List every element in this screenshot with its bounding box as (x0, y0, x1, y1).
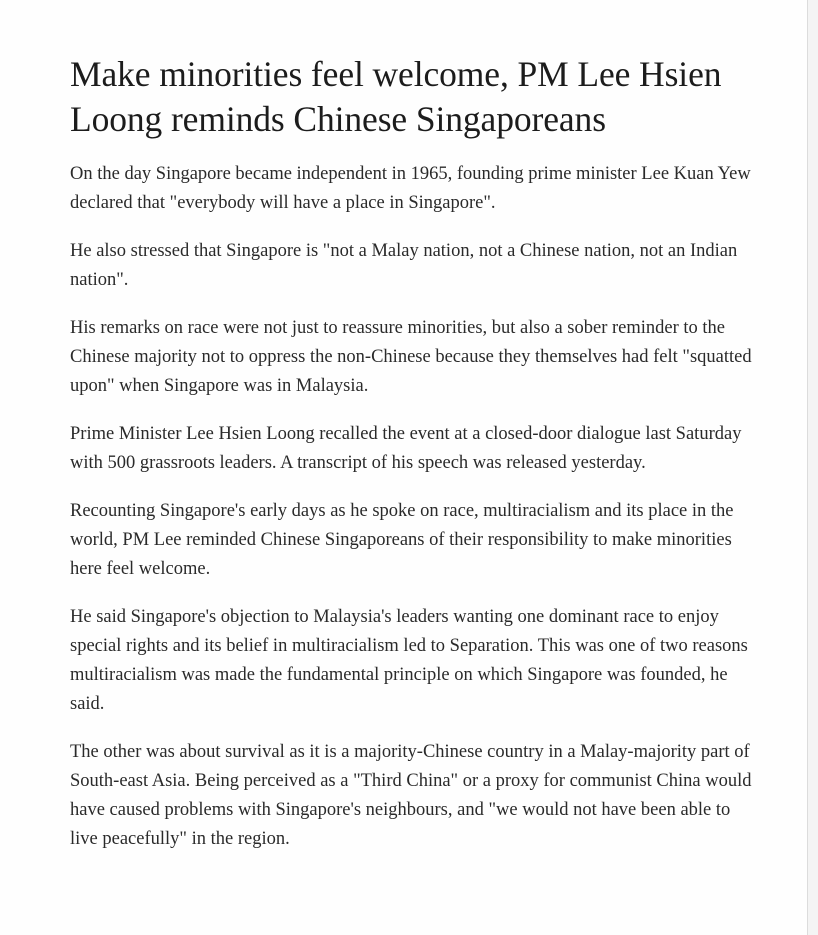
article-headline: Make minorities feel welcome, PM Lee Hsien Loong reminds Chinese Singaporeans (70, 54, 722, 139)
article-paragraph-7: The other was about survival as it is a majority-Chinese country in a Malay-majority part of South-east Asia. Being perceived as a "Third China" or a proxy for communist China would have caused problems with Singapore's neighbours, and "we would not have been able to live peacefully" in the region. (70, 742, 752, 849)
article-paragraph-5: Recounting Singapore's early days as he spoke on race, multiracialism and its place in the world, PM Lee reminded Chinese Singaporeans of their responsibility to make minorities here feel welcome. (70, 501, 734, 579)
article-paragraph-4: Prime Minister Lee Hsien Loong recalled the event at a closed-door dialogue last Saturday with 500 grassroots leaders. A transcript of his speech was released yesterday. (70, 424, 742, 473)
article-paragraph-3: His remarks on race were not just to reassure minorities, but also a sober reminder to the Chinese majority not to oppress the non-Chinese because they themselves had felt "squatted upon" when Singapore was in Malaysia. (70, 318, 752, 396)
article-paragraph-6: He said Singapore's objection to Malaysia's leaders wanting one dominant race to enjoy special rights and its belief in multiracialism led to Separation. This was one of two reasons multiracialism was made the fundamental principle on which Singapore was founded, he said. (70, 607, 748, 714)
article (70, 52, 760, 873)
scrollbar-track[interactable] (807, 0, 818, 935)
article-paragraph-2: He also stressed that Singapore is "not a Malay nation, not a Chinese nation, not an Indian nation". (70, 241, 738, 290)
article-paragraph-1: On the day Singapore became independent in 1965, founding prime minister Lee Kuan Yew declared that "everybody will have a place in Singapore". (70, 164, 751, 213)
